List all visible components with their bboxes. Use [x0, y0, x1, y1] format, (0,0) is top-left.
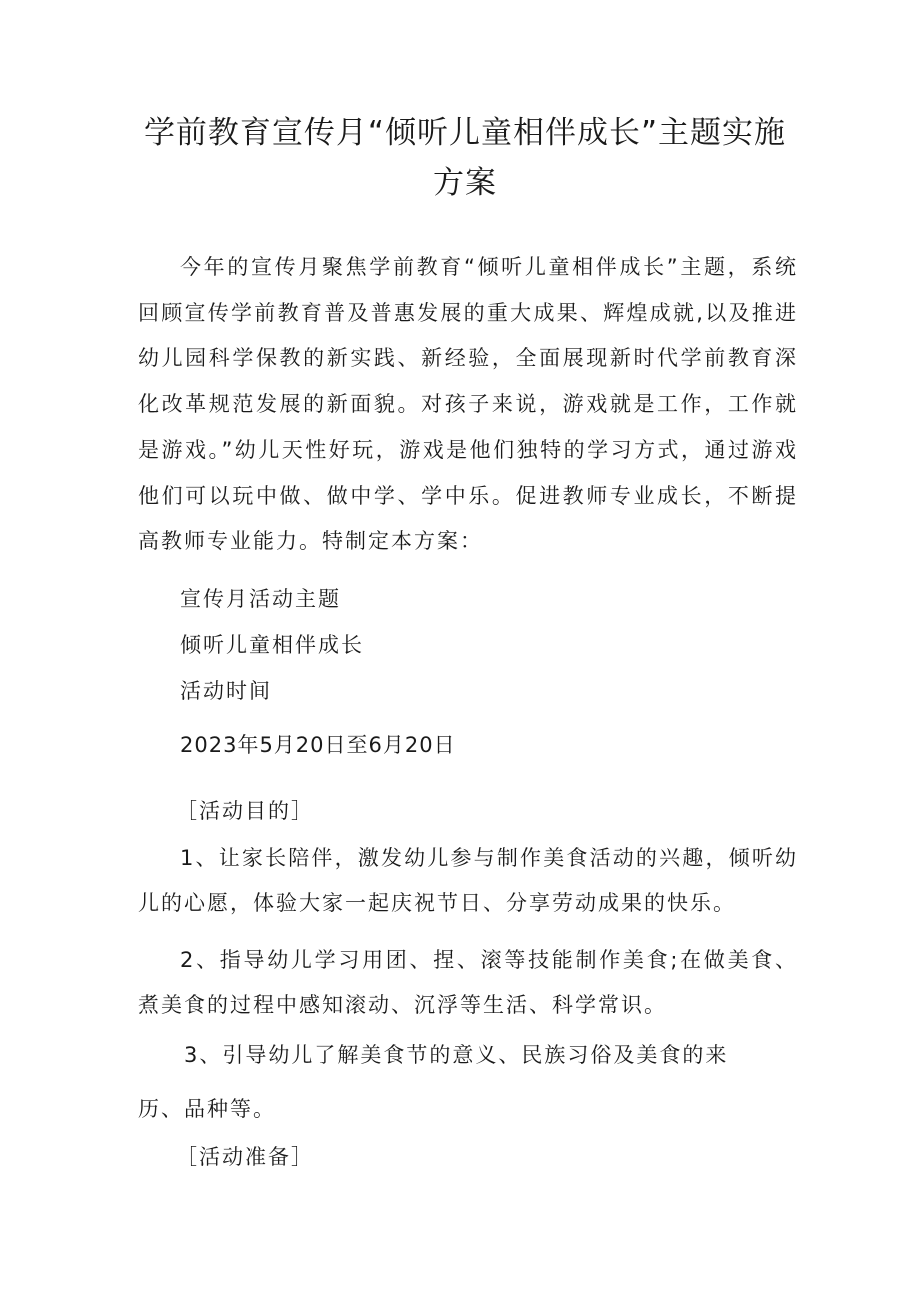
theme-value: 倾听儿童相伴成长 [180, 633, 364, 657]
theme-heading: 宣传月活动主题 [180, 587, 341, 611]
goal-item-1: 1、让家长陪伴，激发幼儿参与制作美食活动的兴趣，倾听幼儿的心愿，体验大家一起庆祝节日、分享劳动成果的快乐。 [138, 846, 798, 915]
time-value: 2023年5月20日至6月20日 [180, 733, 456, 757]
goal-item-2: 2、指导幼儿学习用团、捏、滚等技能制作美食;在做美食、煮美食的过程中感知滚动、沉浮等生活、科学常识。 [138, 948, 798, 1017]
goals-heading: ［活动目的］ [176, 799, 314, 823]
prep-heading: ［活动准备］ [176, 1145, 314, 1169]
goal-item-3-line-1: 3、引导幼儿了解美食节的意义、民族习俗及美食的来 [184, 1043, 729, 1067]
intro-paragraph: 今年的宣传月聚焦学前教育“倾听儿童相伴成长”主题，系统回顾宣传学前教育普及普惠发展的重大成果、辉煌成就,以及推进幼儿园科学保教的新实践、新经验，全面展现新时代学前教育深化改革规范发展的新面貌。对孩子来说，游戏就是工作，工作就是游戏。”幼儿天性好玩，游戏是他们独特的学习方式，通过游戏他们可以玩中做、做中学、学中乐。促进教师专业成长，不断提高教师专业能力。特制定本方案： [138, 255, 798, 554]
goal-item-3-line-2: 历、品种等。 [138, 1097, 276, 1121]
document-title: 学前教育宣传月“倾听儿童相伴成长”主题实施方案 [143, 115, 787, 201]
time-heading: 活动时间 [180, 679, 272, 703]
